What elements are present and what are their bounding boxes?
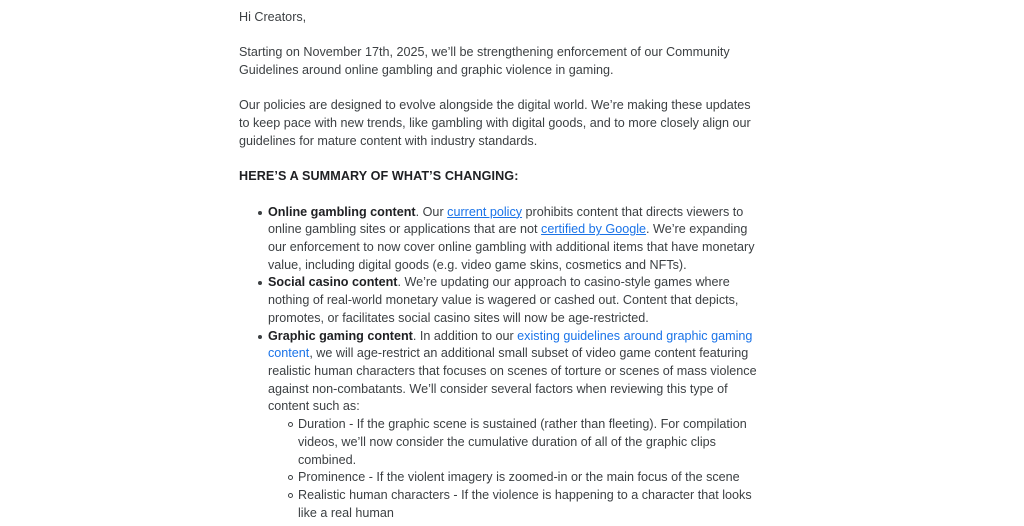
policies-paragraph: Our policies are designed to evolve alongside the digital world. We’re making these updates to keep pace with new trends, like gambling with digital goods, and to more closely align our guidelines for mature content with industry standards. xyxy=(239,98,751,148)
current-policy-link[interactable]: current policy xyxy=(447,204,523,219)
graphic-gaming-guidelines-link[interactable]: existing guidelines around graphic gaming content xyxy=(268,328,753,361)
email-body xyxy=(239,9,759,522)
certified-by-google-link[interactable]: certified by Google xyxy=(541,222,647,237)
list-item-online-gambling: Online gambling content. Our current policy prohibits content that directs viewers to online gambling sites or applications that are not certified by Google. We’re expanding our enforcement to now cover online gambling with additional items that have monetary value, including digital goods (e.g. video game skins, cosmetics and NFTs). xyxy=(268,204,759,275)
item-title: Graphic gaming content xyxy=(268,328,413,343)
sub-item-prominence: Prominence - If the violent imagery is zoomed-in or the main focus of the scene xyxy=(298,469,759,487)
list-item-graphic-gaming: Graphic gaming content. In addition to our existing guidelines around graphic gaming content, we will age-restrict an additional small subset of video game content featuring realistic human characters that focuses on scenes of torture or scenes of mass violence against non-combatants. We’ll consider several factors when reviewing this type of content such as: Duration - If the graphic scene is sustained (rather than fleeting). For compilation videos, we’ll now consider the cumulative duration of all of the graphic clips combined. Prominence - If the violent imagery is zoomed-in or the main focus of the scene Realistic human characters - If the violence is happening to a character that looks like a real human xyxy=(268,328,759,523)
list-item-social-casino: Social casino content. We’re updating our approach to casino-style games where nothing of real-world monetary value is wagered or cashed out. Content that depicts, promotes, or facilitates social casino sites will now be age-restricted. xyxy=(268,274,759,327)
summary-heading: HERE’S A SUMMARY OF WHAT’S CHANGING: xyxy=(239,169,519,184)
greeting: Hi Creators, xyxy=(239,10,307,24)
item-title: Online gambling content xyxy=(268,204,416,219)
sub-item-duration: Duration - If the graphic scene is sustained (rather than fleeting). For compilation videos, we’ll now consider the cumulative duration of all of the graphic clips combined. xyxy=(298,416,759,469)
intro-paragraph: Starting on November 17th, 2025, we’ll be strengthening enforcement of our Community Guidelines around online gambling and graphic violence in gaming. xyxy=(239,45,730,78)
changes-list xyxy=(239,204,759,523)
item-title: Social casino content xyxy=(268,275,398,290)
factors-list xyxy=(268,416,759,522)
sub-item-realistic-characters: Realistic human characters - If the violence is happening to a character that looks like a real human xyxy=(298,487,759,522)
